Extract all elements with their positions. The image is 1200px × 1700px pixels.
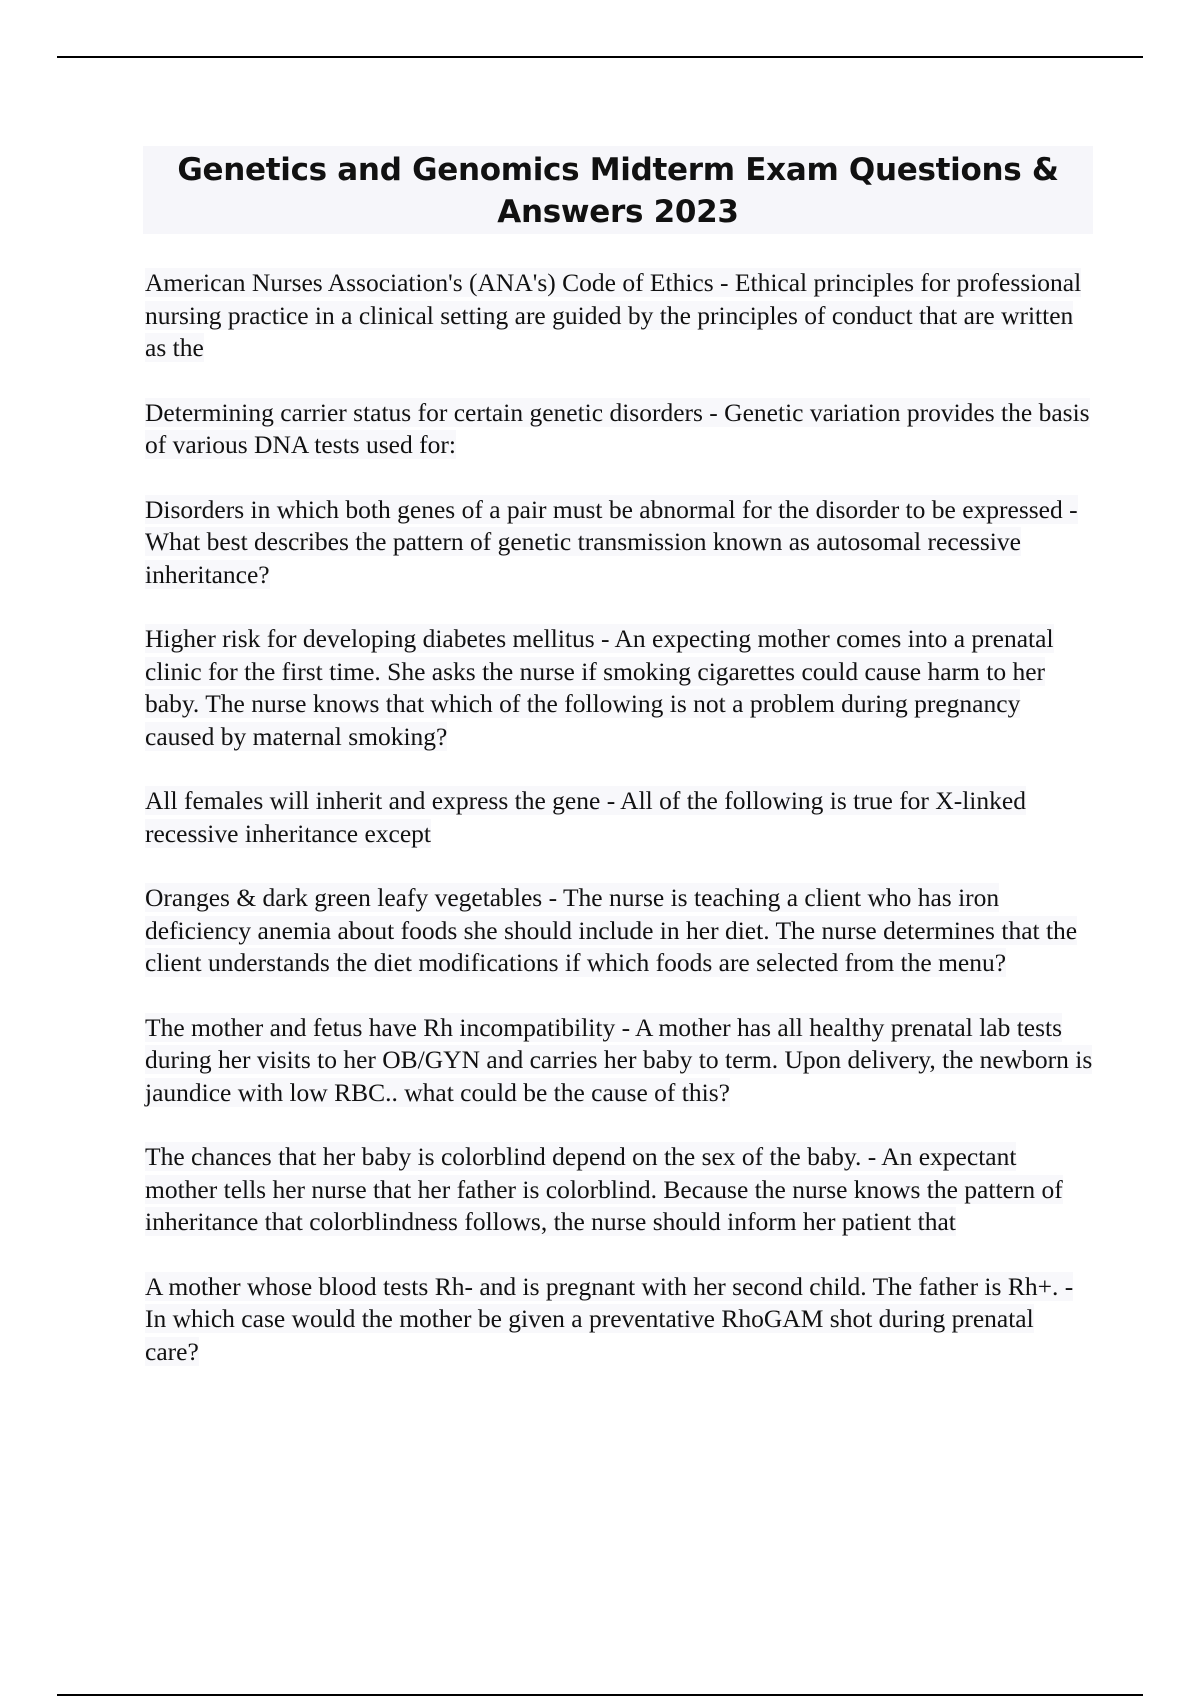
qa-text: Determining carrier status for certain genetic disorders - Genetic variation provides the basis of various DNA tests used for:	[145, 397, 1090, 459]
qa-list	[145, 267, 1093, 1368]
qa-item	[145, 623, 1093, 753]
qa-item	[145, 882, 1093, 980]
footer-rule	[57, 1694, 1143, 1696]
document-title: Genetics and Genomics Midterm Exam Questions & Answers 2023	[177, 152, 1059, 230]
qa-text: Oranges & dark green leafy vegetables - The nurse is teaching a client who has iron deficiency anemia about foods she should include in her diet. The nurse determines that the client understands the diet modifications if which foods are selected from the menu?	[145, 883, 1078, 977]
qa-text: Higher risk for developing diabetes mellitus - An expecting mother comes into a prenatal clinic for the first time. She asks the nurse if smoking cigarettes could cause harm to her baby. The nurse knows that which of the following is not a problem during pregnancy caused by maternal smoking?	[145, 624, 1054, 751]
qa-text: A mother whose blood tests Rh- and is pregnant with her second child. The father is Rh+. - In which case would the mother be given a preventative RhoGAM shot during prenatal care?	[145, 1271, 1074, 1366]
qa-text: American Nurses Association's (ANA's) Code of Ethics - Ethical principles for professional nursing practice in a clinical setting are guided by the principles of conduct that are written as the	[145, 268, 1082, 362]
header-rule	[57, 56, 1143, 58]
qa-item	[145, 1271, 1093, 1369]
qa-text: Disorders in which both genes of a pair must be abnormal for the disorder to be expressed - What best describes the pattern of genetic transmission known as autosomal recessive inheritance?	[145, 494, 1078, 589]
title-box	[143, 146, 1093, 234]
qa-item	[145, 1141, 1093, 1239]
qa-item	[145, 785, 1093, 850]
qa-text: The chances that her baby is colorblind depend on the sex of the baby. - An expectant mother tells her nurse that her father is colorblind. Because the nurse knows the pattern of inheritance that colorblindness follows, the nurse should inform her patient that	[145, 1142, 1063, 1236]
qa-item	[145, 1012, 1093, 1110]
qa-item	[145, 267, 1093, 365]
qa-item	[145, 397, 1093, 462]
document-body	[145, 146, 1093, 1400]
qa-item	[145, 494, 1093, 592]
qa-text: All females will inherit and express the gene - All of the following is true for X-linked recessive inheritance except	[145, 786, 1026, 848]
qa-text: The mother and fetus have Rh incompatibility - A mother has all healthy prenatal lab tests during her visits to her OB/GYN and carries her baby to term. Upon delivery, the newborn is jaundice with low RBC.. what could be the cause of this?	[145, 1012, 1093, 1107]
